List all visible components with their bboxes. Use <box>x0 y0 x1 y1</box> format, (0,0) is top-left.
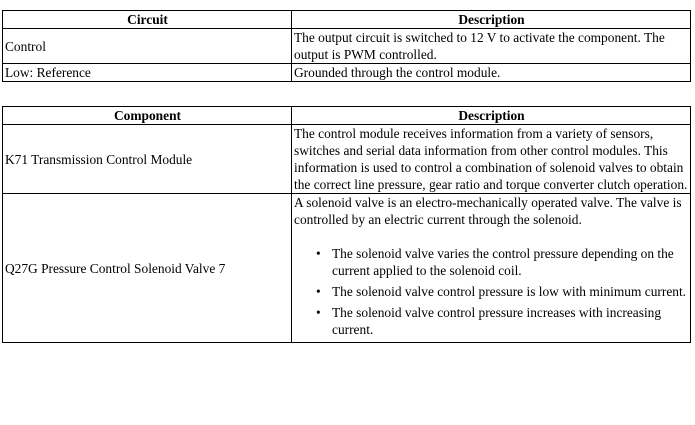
circuit-name-cell: Control <box>3 29 292 64</box>
list-item <box>316 245 689 279</box>
bullet-text: The solenoid valve varies the control pressure depending on the current applied to the solenoid coil. <box>332 246 674 278</box>
component-name-cell: Q27G Pressure Control Solenoid Valve 7 <box>3 194 292 343</box>
table-row <box>3 64 691 82</box>
table-header-row <box>3 107 691 125</box>
bullet-text: The solenoid valve control pressure increases with increasing current. <box>332 305 662 337</box>
component-table <box>2 106 691 343</box>
list-item <box>316 304 689 338</box>
component-name-cell: K71 Transmission Control Module <box>3 125 292 194</box>
list-item <box>316 283 689 300</box>
component-description-cell <box>292 194 691 343</box>
bullet-text: The solenoid valve control pressure is low with minimum current. <box>332 284 687 299</box>
component-description-cell: The control module receives information from a variety of sensors, switches and serial data information from other control modules. This information is used to control a combination of solenoid valves to obtain the correct line pressure, gear ratio and torque converter clutch operation. <box>292 125 691 194</box>
bullet-dot-icon: • <box>316 284 321 299</box>
table-row <box>3 29 691 64</box>
table-row <box>3 125 691 194</box>
bullet-dot-icon: • <box>316 305 321 320</box>
column-header-circuit: Circuit <box>3 11 292 29</box>
paragraph-spacer <box>294 228 689 245</box>
circuit-description-cell: The output circuit is switched to 12 V to activate the component. The output is PWM controlled. <box>292 29 691 64</box>
bullet-dot-icon: • <box>316 246 321 261</box>
circuit-table <box>2 10 691 82</box>
column-header-component: Component <box>3 107 292 125</box>
description-paragraph: A solenoid valve is an electro-mechanically operated valve. The valve is controlled by an electric current through the solenoid. <box>294 195 682 227</box>
circuit-name-cell: Low: Reference <box>3 64 292 82</box>
table-header-row <box>3 11 691 29</box>
column-header-description: Description <box>292 107 691 125</box>
circuit-description-cell: Grounded through the control module. <box>292 64 691 82</box>
table-row <box>3 194 691 343</box>
column-header-description: Description <box>292 11 691 29</box>
bullet-list <box>294 245 689 338</box>
